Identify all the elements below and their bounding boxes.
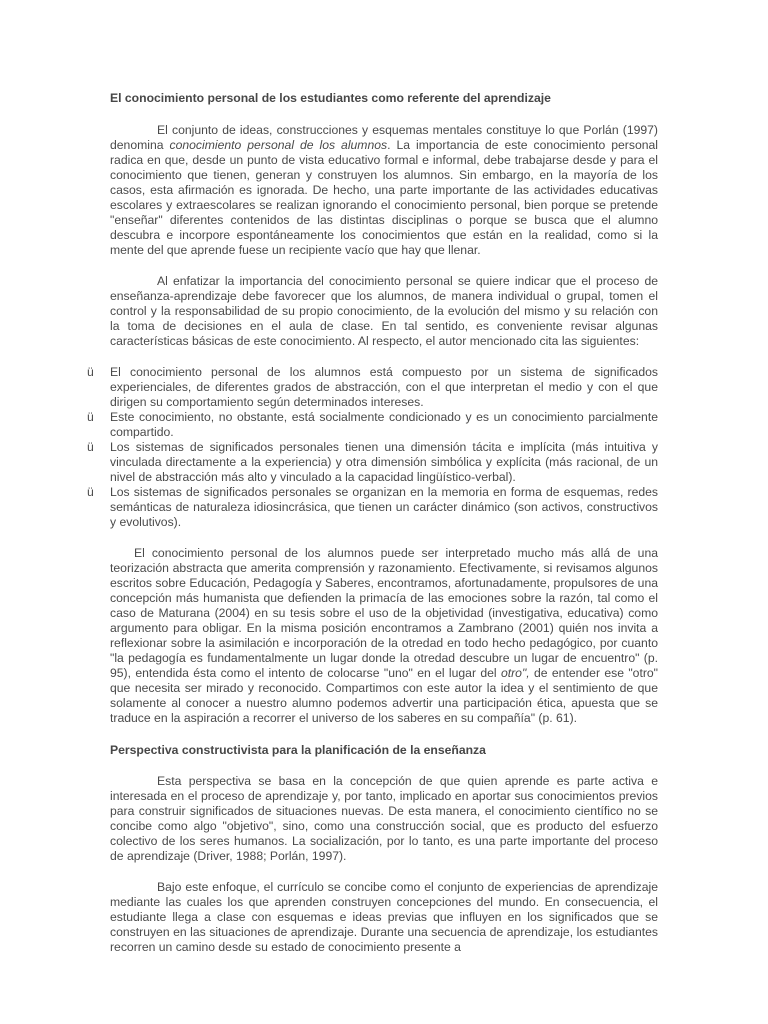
paragraph-1-text-a: El conjunto de ideas, construcciones y esquemas mentales constituye lo que Porlán (1997) denomina [110, 123, 658, 152]
paragraph-1-text-b: . La importancia de este conocimiento personal radica en que, desde un punto de vista educativo formal e informal, debe trabajarse desde y para el conocimiento que tienen, generan y construyen los alumnos. Sin embargo, en la mayoría de los casos, esta afirmación es ignorada. De hecho, una parte importante de las actividades educativas escolares y extraescolares se realizan ignorando el conocimiento personal, bien porque se pretende "enseñar" diferentes contenidos de las distintas disciplinas o porque se busca que el alumno descubra e incorpore espontáneamente los conocimientos que están en la realidad, como si la mente del que aprende fuese un recipiente vacío que hay que llenar. [110, 138, 658, 257]
checkmark-bullet-icon: ü [87, 440, 94, 454]
list-item [87, 440, 658, 485]
paragraph-3-text-b: de entender ese "otro" que necesita ser mirado y reconocido. Compartimos con este autor la idea y el sentimiento de que solamente al conocer a nuestro alumno podemos advertir una participación ética, apuesta que se traduce en la aspiración a recorrer el universo de los saberes en su compañía" (p. 61). [110, 666, 658, 725]
characteristics-list [87, 365, 658, 530]
paragraph-4: Esta perspectiva se basa en la concepción de que quien aprende es parte activa e interesada en el proceso de aprendizaje y, por tanto, implicado en aportar sus conocimientos previos para construir significados de situaciones nuevas. De esta manera, el conocimiento científico no se concibe como algo "objetivo", sino, como una construcción social, que es producto del esfuerzo colectivo de los seres humanos. La socialización, por lo tanto, es una parte importante del proceso de aprendizaje (Driver, 1988; Porlán, 1997). [110, 774, 658, 863]
list-item-text: El conocimiento personal de los alumnos está compuesto por un sistema de significados experienciales, de diferentes grados de abstracción, con el que interpretan el medio y con el que dirigen su comportamiento según determinados intereses. [110, 365, 658, 409]
list-item [87, 485, 658, 530]
checkmark-bullet-icon: ü [87, 410, 94, 424]
paragraph-2: Al enfatizar la importancia del conocimiento personal se quiere indicar que el proceso de enseñanza-aprendizaje debe favorecer que los alumnos, de manera individual o grupal, tomen el control y la responsabilidad de su propio conocimiento, de la evolución del mismo y su relación con la toma de decisiones en el aula de clase. En tal sentido, es conveniente revisar algunas características básicas de este conocimiento. Al respecto, el autor mencionado cita las siguientes: [110, 274, 658, 348]
paragraph-3-emphasis: otro", [500, 666, 530, 680]
section-heading-constructivist: Perspectiva constructivista para la planificación de la enseñanza [110, 743, 486, 757]
list-item-text: Los sistemas de significados personales tienen una dimensión tácita e implícita (más intuitiva y vinculada directamente a la experiencia) y otra dimensión simbólica y explícita (más racional, de un nivel de abstracción más alto y vinculado a la capacidad lingüístico-verbal). [110, 440, 658, 484]
list-item [87, 365, 658, 410]
list-item [87, 410, 658, 440]
paragraph-3-text-a: El conocimiento personal de los alumnos puede ser interpretado mucho más allá de una teorización abstracta que amerita comprensión y razonamiento. Efectivamente, si revisamos algunos escritos sobre Educación, Pedagogía y Saberes, encontramos, afortunadamente, propulsores de una concepción más humanista que defienden la primacía de las emociones sobre la razón, tal como el caso de Maturana (2004) en su tesis sobre el uso de la objetividad (investigativa, educativa) como argumento para obligar. En la misma posición encontramos a Zambrano (2001) quién nos invita a reflexionar sobre la asimilación e incorporación de la otredad en todo hecho pedagógico, por cuanto "la pedagogía es fundamentalmente un lugar donde la otredad descubre un lugar de encuentro" (p. 95), entendida ésta como el intento de colocarse "uno" en el lugar del [110, 546, 658, 680]
list-item-text: Los sistemas de significados personales se organizan en la memoria en forma de esquemas, redes semánticas de naturaleza idiosincrásica, que tienen un carácter dinámico (son activos, constructivos y evolutivos). [110, 485, 658, 529]
document-body [87, 90, 658, 971]
checkmark-bullet-icon: ü [87, 485, 94, 499]
paragraph-1-emphasis: conocimiento personal de los alumnos [169, 138, 388, 152]
list-item-text: Este conocimiento, no obstante, está socialmente condicionado y es un conocimiento parcialmente compartido. [110, 410, 658, 439]
paragraph-3 [110, 546, 658, 726]
paragraph-5: Bajo este enfoque, el currículo se concibe como el conjunto de experiencias de aprendizaje mediante las cuales los que aprenden construyen concepciones del mundo. En consecuencia, el estudiante llega a clase con esquemas e ideas previas que influyen en los significados que se construyen en las situaciones de aprendizaje. Durante una secuencia de aprendizaje, los estudiantes recorren un camino desde su estado de conocimiento presente a [110, 880, 658, 954]
paragraph-1 [110, 123, 658, 258]
checkmark-bullet-icon: ü [87, 365, 94, 379]
section-heading-personal-knowledge: El conocimiento personal de los estudiantes como referente del aprendizaje [110, 91, 551, 105]
